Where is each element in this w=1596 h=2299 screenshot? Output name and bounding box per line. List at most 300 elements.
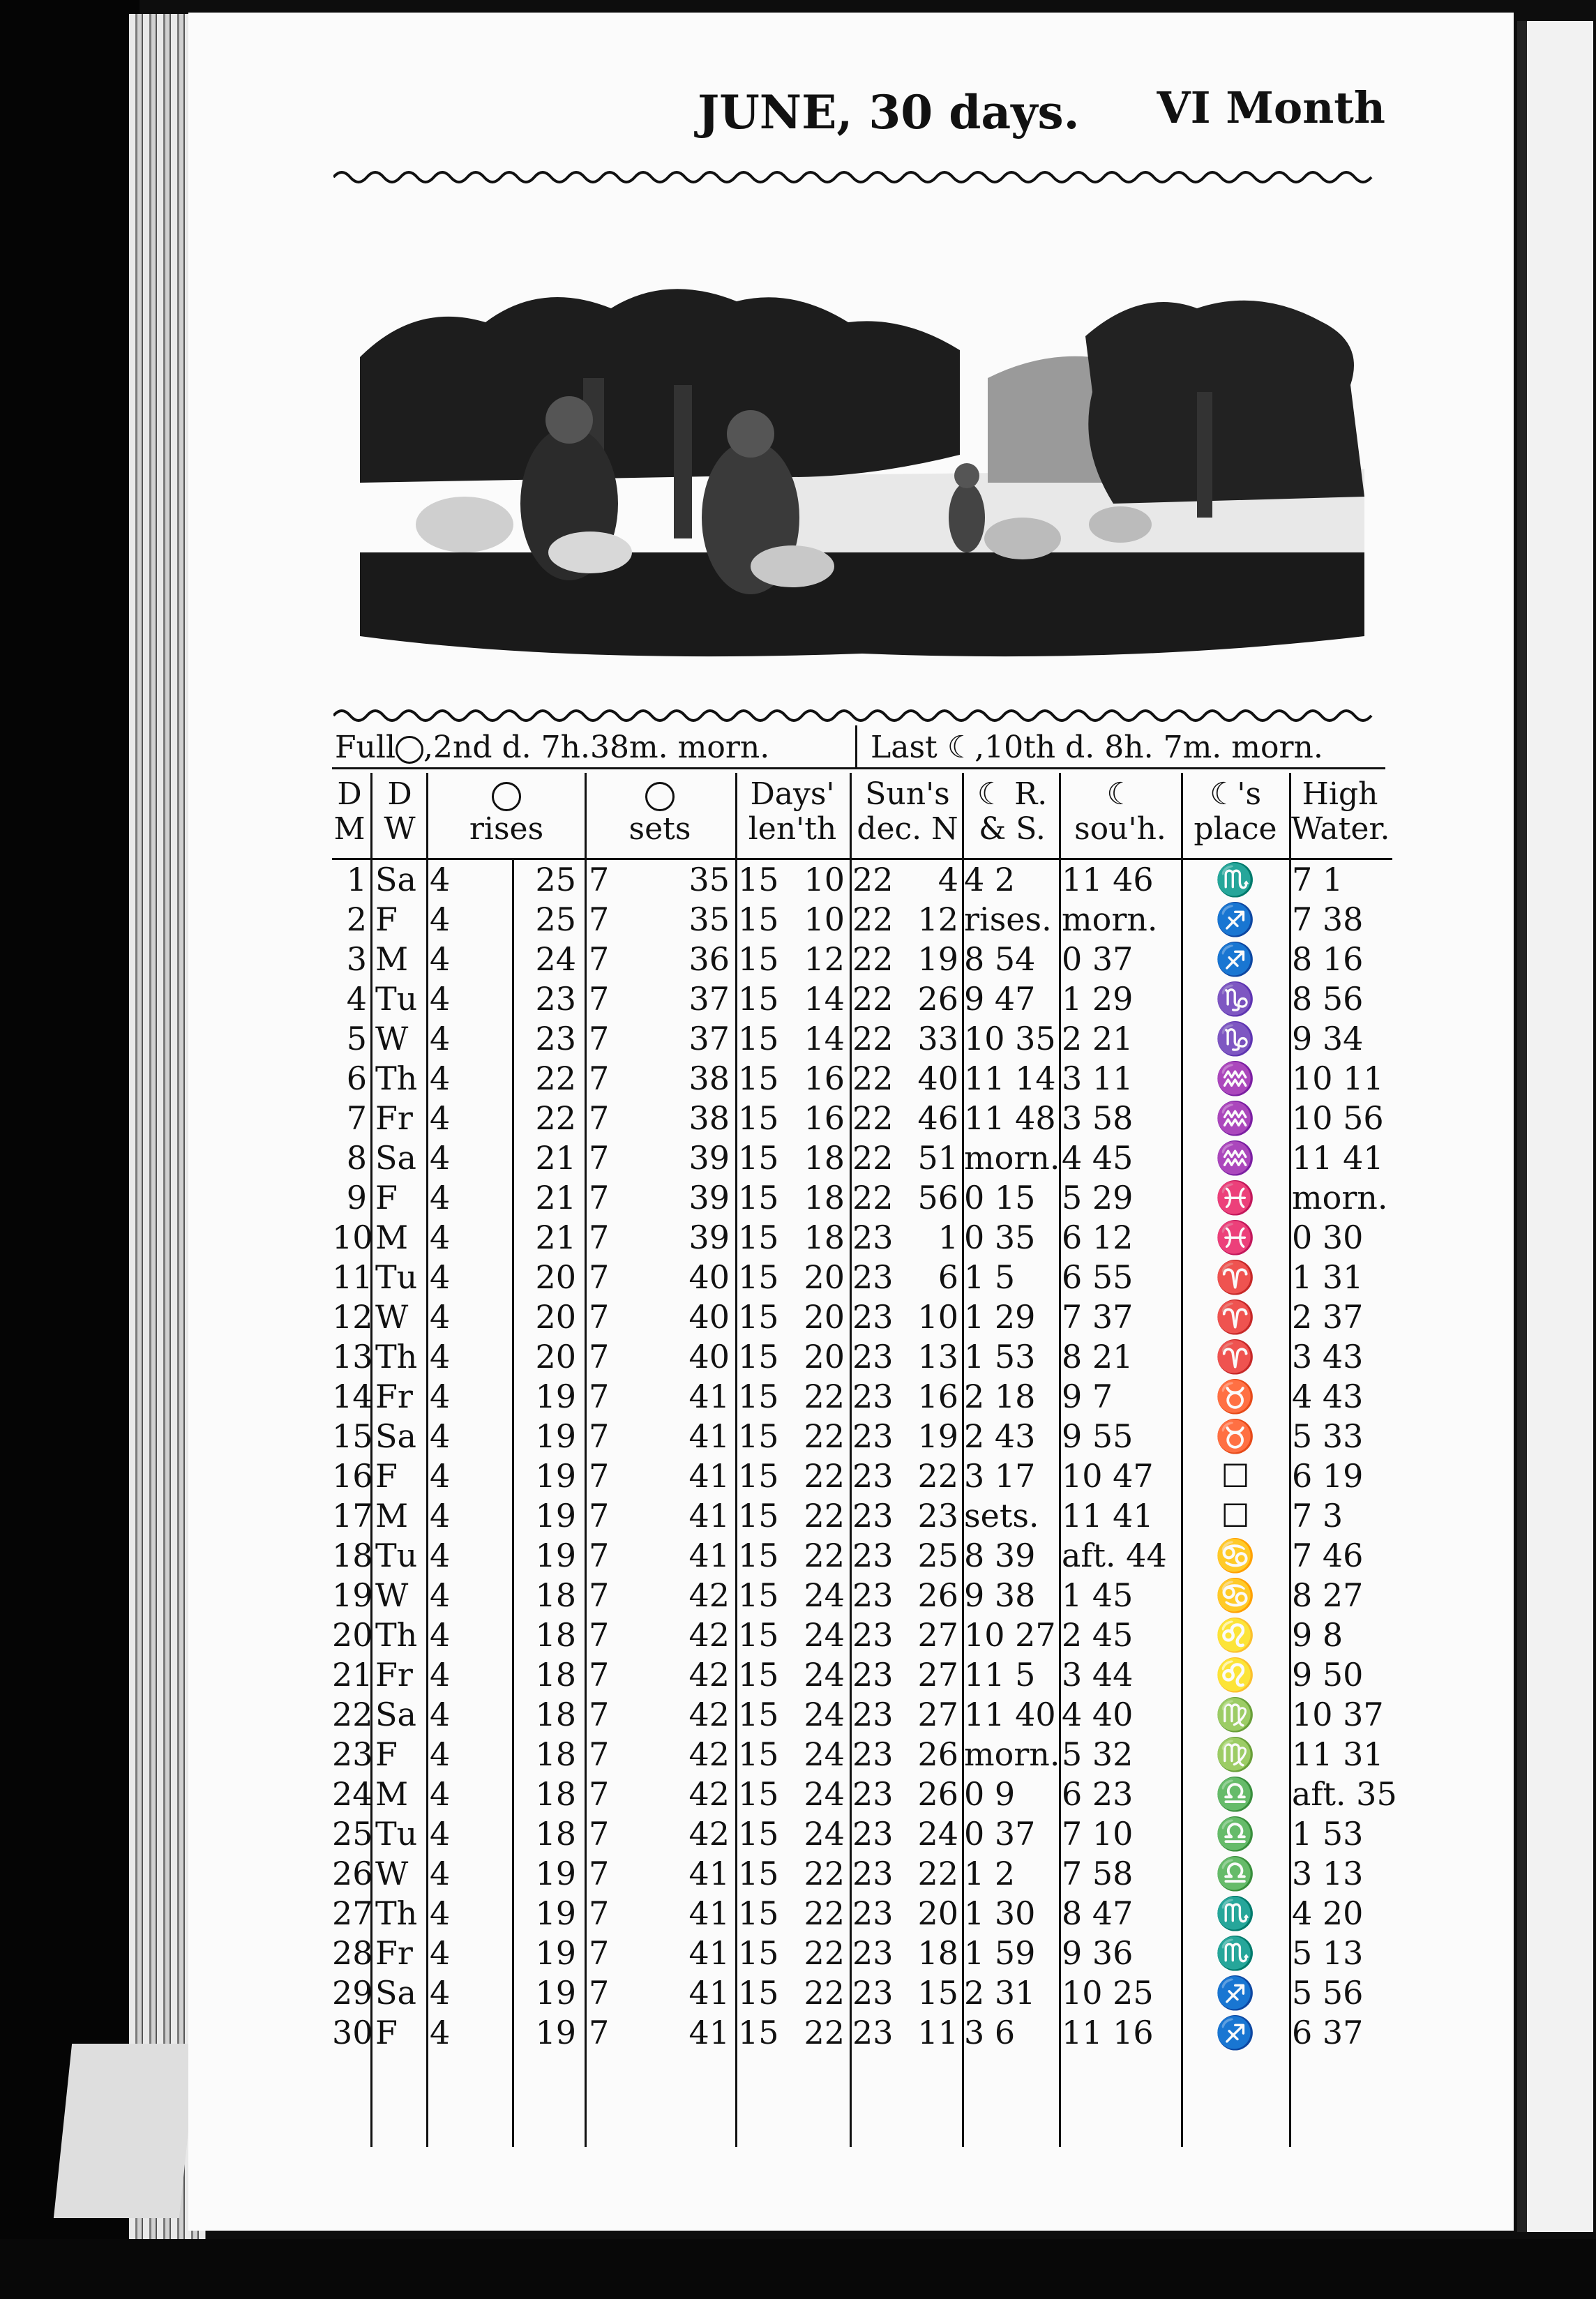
moon-rise-set-cell: 1 53 (964, 1338, 1036, 1375)
col-moon-rises-sets: ☾ R. & S. (977, 776, 1048, 847)
sunset-hour-cell: 7 (589, 1775, 610, 1813)
moon-rise-set-cell: 9 47 (964, 980, 1036, 1018)
moon-rise-set-cell: 0 35 (964, 1219, 1036, 1256)
high-water-cell: 5 13 (1292, 1934, 1364, 1972)
day-length-minutes-cell: 18 (804, 1179, 845, 1216)
sunset-hour-cell: 7 (589, 1020, 610, 1057)
moon-place-cell: ♈ (1215, 1338, 1256, 1375)
day-of-week-cell: F (375, 1735, 398, 1773)
day-length-minutes-cell: 22 (804, 1378, 845, 1415)
moon-rise-set-cell: 0 37 (964, 1815, 1036, 1853)
moon-south-cell: 7 10 (1062, 1815, 1134, 1853)
high-water-cell: morn. (1292, 1179, 1388, 1216)
sun-dec-degrees-cell: 22 (852, 980, 894, 1018)
high-water-cell: 10 11 (1292, 1060, 1384, 1097)
moon-place-cell: ♏ (1215, 861, 1256, 898)
high-water-cell: 8 16 (1292, 940, 1364, 978)
sun-dec-degrees-cell: 23 (852, 1855, 894, 1892)
moon-rise-set-cell: 11 48 (964, 1099, 1056, 1137)
moon-place-cell: ♐ (1215, 900, 1256, 938)
sun-dec-degrees-cell: 22 (852, 1139, 894, 1177)
sun-icon (492, 782, 521, 811)
moon-south-cell: 9 7 (1062, 1378, 1113, 1415)
day-of-week-cell: Fr (375, 1378, 413, 1415)
table-row (332, 1337, 1392, 1377)
day-of-month-cell: 19 (332, 1576, 373, 1614)
sunrise-minute-cell: 21 (535, 1219, 576, 1256)
day-length-minutes-cell: 16 (804, 1060, 845, 1097)
moon-place-cell: ♓ (1215, 1219, 1256, 1256)
sunset-hour-cell: 7 (589, 1139, 610, 1177)
sunrise-minute-cell: 19 (535, 1457, 576, 1495)
day-length-hours-cell: 15 (738, 1139, 779, 1177)
sun-dec-degrees-cell: 23 (852, 1775, 894, 1813)
sunset-minute-cell: 37 (688, 1020, 730, 1057)
day-of-month-cell: 23 (332, 1735, 373, 1773)
moon-place-cell: ♐ (1215, 1974, 1256, 2012)
high-water-cell: 10 37 (1292, 1696, 1384, 1733)
sun-dec-minutes-cell: 22 (917, 1855, 958, 1892)
sunrise-hour-cell: 4 (430, 861, 451, 898)
day-of-week-cell: Sa (375, 1974, 416, 2012)
moon-place-cell: ♒ (1215, 1099, 1256, 1137)
day-length-hours-cell: 15 (738, 1855, 779, 1892)
table-row (332, 1615, 1392, 1655)
moon-south-cell: aft. 44 (1062, 1537, 1167, 1574)
moon-south-cell: 6 55 (1062, 1258, 1134, 1296)
day-length-hours-cell: 15 (738, 1696, 779, 1733)
moon-phases-line (332, 725, 1385, 769)
moon-place-cell: ♋ (1215, 1537, 1256, 1574)
day-length-minutes-cell: 24 (804, 1775, 845, 1813)
high-water-cell: 9 34 (1292, 1020, 1364, 1057)
sunset-hour-cell: 7 (589, 1179, 610, 1216)
moon-place-cell: ♉ (1215, 1378, 1256, 1415)
sun-dec-degrees-cell: 23 (852, 1974, 894, 2012)
sunrise-minute-cell: 18 (535, 1656, 576, 1694)
day-length-minutes-cell: 12 (804, 940, 845, 978)
day-of-week-cell: Tu (375, 1258, 418, 1296)
day-of-month-cell: 27 (332, 1894, 373, 1932)
high-water-cell: 6 19 (1292, 1457, 1364, 1495)
high-water-cell: 11 31 (1292, 1735, 1384, 1773)
col-moon-place: ☾'s place (1194, 776, 1277, 847)
sun-dec-minutes-cell: 22 (917, 1457, 958, 1495)
sunrise-hour-cell: 4 (430, 1537, 451, 1574)
sunset-minute-cell: 36 (688, 940, 730, 978)
day-length-minutes-cell: 20 (804, 1258, 845, 1296)
sunrise-hour-cell: 4 (430, 1099, 451, 1137)
day-length-hours-cell: 15 (738, 1338, 779, 1375)
sunrise-hour-cell: 4 (430, 1338, 451, 1375)
sun-dec-minutes-cell: 23 (917, 1497, 958, 1535)
day-length-minutes-cell: 24 (804, 1616, 845, 1654)
moon-rise-set-cell: 11 14 (964, 1060, 1056, 1097)
pastoral-scene-engraving (360, 273, 1364, 664)
day-of-month-cell: 2 (346, 900, 367, 938)
table-row (332, 1854, 1392, 1894)
day-of-week-cell: W (375, 1855, 409, 1892)
sun-dec-minutes-cell: 19 (917, 940, 958, 978)
moon-south-cell: 5 29 (1062, 1179, 1134, 1216)
sunrise-minute-cell: 24 (535, 940, 576, 978)
table-row (332, 900, 1392, 940)
moon-south-cell: 9 55 (1062, 1417, 1134, 1455)
sunrise-hour-cell: 4 (430, 1258, 451, 1296)
day-length-minutes-cell: 24 (804, 1656, 845, 1694)
moon-south-cell: 11 41 (1062, 1497, 1154, 1535)
sunset-hour-cell: 7 (589, 1656, 610, 1694)
sun-dec-minutes-cell: 46 (917, 1099, 958, 1137)
day-of-month-cell: 9 (346, 1179, 367, 1216)
sun-dec-degrees-cell: 22 (852, 1179, 894, 1216)
day-of-week-cell: Sa (375, 1139, 416, 1177)
scan-background-bottom (0, 2239, 1596, 2299)
moon-rise-set-cell: 1 29 (964, 1298, 1036, 1336)
moon-rise-set-cell: rises. (964, 900, 1052, 938)
sunrise-minute-cell: 18 (535, 1576, 576, 1614)
moon-place-cell: ♌ (1215, 1656, 1256, 1694)
day-of-week-cell: Sa (375, 1417, 416, 1455)
day-of-week-cell: Tu (375, 1815, 418, 1853)
sun-dec-minutes-cell: 1 (938, 1219, 958, 1256)
sunrise-hour-cell: 4 (430, 1974, 451, 2012)
sunrise-minute-cell: 25 (535, 900, 576, 938)
moon-south-cell: 11 46 (1062, 861, 1154, 898)
sun-dec-degrees-cell: 22 (852, 861, 894, 898)
sunset-minute-cell: 41 (688, 1497, 730, 1535)
sunrise-hour-cell: 4 (430, 1656, 451, 1694)
col-sun-rises (430, 777, 583, 847)
sunset-minute-cell: 41 (688, 1934, 730, 1972)
sunrise-hour-cell: 4 (430, 1020, 451, 1057)
day-length-minutes-cell: 22 (804, 1855, 845, 1892)
sun-dec-minutes-cell: 26 (917, 1735, 958, 1773)
high-water-cell: 5 33 (1292, 1417, 1364, 1455)
sunset-minute-cell: 40 (688, 1298, 730, 1336)
moon-south-cell: 10 25 (1062, 1974, 1154, 2012)
table-row (332, 1099, 1392, 1138)
facing-page-edge (1517, 21, 1593, 2232)
day-length-hours-cell: 15 (738, 1258, 779, 1296)
sunrise-hour-cell: 4 (430, 1735, 451, 1773)
day-of-month-cell: 10 (332, 1219, 373, 1256)
sunset-minute-cell: 41 (688, 2014, 730, 2051)
moon-place-cell: ♈ (1215, 1298, 1256, 1336)
day-of-week-cell: Tu (375, 980, 418, 1018)
sunset-minute-cell: 39 (688, 1179, 730, 1216)
moon-place-cell: ♏ (1215, 1934, 1256, 1972)
sunset-hour-cell: 7 (589, 1815, 610, 1853)
sun-dec-degrees-cell: 23 (852, 1457, 894, 1495)
sun-dec-degrees-cell: 23 (852, 1894, 894, 1932)
moon-rise-set-cell: 3 6 (964, 2014, 1016, 2051)
table-row (332, 1934, 1392, 1973)
sunrise-minute-cell: 22 (535, 1060, 576, 1097)
sun-dec-degrees-cell: 23 (852, 1576, 894, 1614)
day-length-minutes-cell: 18 (804, 1139, 845, 1177)
sunrise-hour-cell: 4 (430, 940, 451, 978)
sun-dec-degrees-cell: 23 (852, 2014, 894, 2051)
moon-rise-set-cell: 10 27 (964, 1616, 1056, 1654)
moon-south-cell: 11 16 (1062, 2014, 1154, 2051)
day-of-month-cell: 1 (346, 861, 367, 898)
day-of-week-cell: W (375, 1576, 409, 1614)
table-row (332, 860, 1392, 900)
column-rule (1181, 773, 1183, 858)
sunset-hour-cell: 7 (589, 2014, 610, 2051)
day-length-minutes-cell: 10 (804, 861, 845, 898)
table-row (332, 1814, 1392, 1854)
day-of-week-cell: Tu (375, 1537, 418, 1574)
day-length-hours-cell: 15 (738, 1616, 779, 1654)
sunset-minute-cell: 41 (688, 1894, 730, 1932)
table-row (332, 1973, 1392, 2013)
day-of-month-cell: 16 (332, 1457, 373, 1495)
table-row (332, 979, 1392, 1019)
sunrise-hour-cell: 4 (430, 1616, 451, 1654)
high-water-cell: 4 43 (1292, 1378, 1364, 1415)
scan-background (0, 0, 140, 2299)
sun-dec-minutes-cell: 26 (917, 980, 958, 1018)
sunrise-minute-cell: 19 (535, 1934, 576, 1972)
high-water-cell: 11 41 (1292, 1139, 1384, 1177)
col-day-of-week: D W (384, 776, 416, 847)
col-sun-sets-label: sets (628, 811, 691, 847)
day-length-hours-cell: 15 (738, 1457, 779, 1495)
col-day-of-month: D M (333, 776, 366, 847)
moon-rise-set-cell: 2 43 (964, 1417, 1036, 1455)
day-of-month-cell: 14 (332, 1378, 373, 1415)
day-of-month-cell: 22 (332, 1696, 373, 1733)
sunrise-hour-cell: 4 (430, 1378, 451, 1415)
sunrise-minute-cell: 21 (535, 1179, 576, 1216)
sunrise-minute-cell: 19 (535, 1855, 576, 1892)
col-sun-rises-label: rises (469, 811, 544, 847)
moon-south-cell: 0 37 (1062, 940, 1134, 978)
sunset-minute-cell: 39 (688, 1139, 730, 1177)
sunrise-hour-cell: 4 (430, 1417, 451, 1455)
sunrise-hour-cell: 4 (430, 1894, 451, 1932)
sunset-hour-cell: 7 (589, 1537, 610, 1574)
table-header (332, 773, 1392, 860)
day-of-week-cell: M (375, 1775, 409, 1813)
high-water-cell: 5 56 (1292, 1974, 1364, 2012)
day-length-minutes-cell: 20 (804, 1338, 845, 1375)
moon-rise-set-cell: 0 9 (964, 1775, 1016, 1813)
moon-south-cell: 8 47 (1062, 1894, 1134, 1932)
table-row (332, 1735, 1392, 1774)
day-of-month-cell: 20 (332, 1616, 373, 1654)
sun-dec-minutes-cell: 25 (917, 1537, 958, 1574)
sunrise-hour-cell: 4 (430, 1696, 451, 1733)
day-of-month-cell: 3 (346, 940, 367, 978)
day-length-minutes-cell: 24 (804, 1696, 845, 1733)
moon-place-cell: ♌ (1215, 1616, 1256, 1654)
day-of-month-cell: 13 (332, 1338, 373, 1375)
sun-dec-degrees-cell: 22 (852, 940, 894, 978)
sun-dec-degrees-cell: 23 (852, 1815, 894, 1853)
table-row (332, 1536, 1392, 1576)
day-length-hours-cell: 15 (738, 1219, 779, 1256)
moon-south-cell: 4 40 (1062, 1696, 1134, 1733)
sunset-minute-cell: 39 (688, 1219, 730, 1256)
col-moon-south: ☾ sou'h. (1074, 776, 1166, 847)
day-length-hours-cell: 15 (738, 1576, 779, 1614)
almanac-table (332, 773, 1397, 2147)
day-of-week-cell: Th (375, 1616, 418, 1654)
moon-rise-set-cell: 8 54 (964, 940, 1036, 978)
high-water-cell: 7 3 (1292, 1497, 1343, 1535)
moon-rise-set-cell: 11 40 (964, 1696, 1056, 1733)
table-row (332, 940, 1392, 979)
day-of-month-cell: 5 (346, 1020, 367, 1057)
day-of-month-cell: 30 (332, 2014, 373, 2051)
sunset-hour-cell: 7 (589, 1974, 610, 2012)
day-of-week-cell: W (375, 1298, 409, 1336)
column-rule (1059, 773, 1061, 858)
sun-dec-degrees-cell: 23 (852, 1934, 894, 1972)
sunset-minute-cell: 35 (688, 900, 730, 938)
sunset-minute-cell: 41 (688, 1457, 730, 1495)
sunrise-hour-cell: 4 (430, 1457, 451, 1495)
moon-south-cell: morn. (1062, 900, 1158, 938)
moon-place-cell: ☐ (1221, 1497, 1250, 1535)
sunset-minute-cell: 38 (688, 1060, 730, 1097)
day-length-hours-cell: 15 (738, 980, 779, 1018)
high-water-cell: 8 27 (1292, 1576, 1364, 1614)
sunrise-minute-cell: 23 (535, 1020, 576, 1057)
sunrise-minute-cell: 20 (535, 1298, 576, 1336)
day-of-month-cell: 8 (346, 1139, 367, 1177)
day-of-month-cell: 18 (332, 1537, 373, 1574)
day-length-minutes-cell: 22 (804, 1894, 845, 1932)
sun-dec-degrees-cell: 22 (852, 1020, 894, 1057)
moon-rise-set-cell: 0 15 (964, 1179, 1036, 1216)
sun-dec-minutes-cell: 27 (917, 1616, 958, 1654)
moon-place-cell: ♑ (1215, 1020, 1256, 1057)
table-row (332, 1059, 1392, 1099)
sunrise-hour-cell: 4 (430, 1855, 451, 1892)
day-length-minutes-cell: 24 (804, 1576, 845, 1614)
sunrise-minute-cell: 19 (535, 1894, 576, 1932)
high-water-cell: 1 53 (1292, 1815, 1364, 1853)
sun-dec-degrees-cell: 22 (852, 900, 894, 938)
sunrise-hour-cell: 4 (430, 980, 451, 1018)
moon-rise-set-cell: 10 35 (964, 1020, 1056, 1057)
day-length-minutes-cell: 24 (804, 1815, 845, 1853)
sunrise-minute-cell: 18 (535, 1815, 576, 1853)
day-of-week-cell: Th (375, 1060, 418, 1097)
sunrise-hour-cell: 4 (430, 1298, 451, 1336)
sunset-minute-cell: 42 (688, 1775, 730, 1813)
column-rule (1289, 773, 1291, 858)
moon-rise-set-cell: 3 17 (964, 1457, 1036, 1495)
table-row (332, 1019, 1392, 1059)
table-row (332, 1774, 1397, 1814)
sunset-minute-cell: 42 (688, 1656, 730, 1694)
day-length-hours-cell: 15 (738, 1099, 779, 1137)
table-row (332, 1496, 1392, 1536)
day-length-minutes-cell: 22 (804, 1417, 845, 1455)
day-of-week-cell: Th (375, 1338, 418, 1375)
sunset-minute-cell: 42 (688, 1576, 730, 1614)
sunrise-minute-cell: 19 (535, 1378, 576, 1415)
table-row (332, 1695, 1392, 1735)
col-sun-declination: Sun's dec. N (857, 776, 958, 847)
day-length-hours-cell: 15 (738, 1417, 779, 1455)
day-of-month-cell: 11 (332, 1258, 373, 1296)
moon-place-cell: ♎ (1215, 1855, 1256, 1892)
sunrise-minute-cell: 21 (535, 1139, 576, 1177)
table-row (332, 1655, 1392, 1695)
sunset-hour-cell: 7 (589, 1060, 610, 1097)
sunrise-hour-cell: 4 (430, 1934, 451, 1972)
table-row (332, 1218, 1392, 1258)
sun-dec-degrees-cell: 22 (852, 1060, 894, 1097)
sunrise-minute-cell: 19 (535, 1417, 576, 1455)
sunrise-hour-cell: 4 (430, 900, 451, 938)
table-row (332, 1456, 1392, 1496)
day-length-hours-cell: 15 (738, 1775, 779, 1813)
sunrise-hour-cell: 4 (430, 2014, 451, 2051)
table-row (332, 1576, 1392, 1615)
full-moon-entry (335, 730, 769, 765)
sunset-minute-cell: 40 (688, 1338, 730, 1375)
day-of-month-cell: 21 (332, 1656, 373, 1694)
moon-place-cell: ♒ (1215, 1139, 1256, 1177)
day-of-month-cell: 24 (332, 1775, 373, 1813)
sunset-hour-cell: 7 (589, 1457, 610, 1495)
sun-dec-minutes-cell: 40 (917, 1060, 958, 1097)
moon-place-cell: ♑ (1215, 980, 1256, 1018)
sun-dec-degrees-cell: 23 (852, 1735, 894, 1773)
column-rule (585, 773, 587, 858)
col-sun-sets (587, 777, 733, 847)
moon-rise-set-cell: 4 2 (964, 861, 1016, 898)
sun-icon (645, 782, 675, 811)
day-of-week-cell: Fr (375, 1934, 413, 1972)
sunrise-minute-cell: 19 (535, 1974, 576, 2012)
day-length-hours-cell: 15 (738, 900, 779, 938)
moon-rise-set-cell: morn. (964, 1735, 1060, 1773)
moon-place-cell: ♋ (1215, 1576, 1256, 1614)
moon-south-cell: 3 58 (1062, 1099, 1134, 1137)
sun-dec-minutes-cell: 16 (917, 1378, 958, 1415)
moon-south-cell: 5 32 (1062, 1735, 1134, 1773)
sunset-hour-cell: 7 (589, 1855, 610, 1892)
day-length-hours-cell: 15 (738, 1974, 779, 2012)
sunrise-hour-cell: 4 (430, 1139, 451, 1177)
day-of-month-cell: 25 (332, 1815, 373, 1853)
sun-dec-minutes-cell: 6 (938, 1258, 958, 1296)
moon-south-cell: 7 58 (1062, 1855, 1134, 1892)
sun-dec-degrees-cell: 23 (852, 1258, 894, 1296)
day-length-hours-cell: 15 (738, 1378, 779, 1415)
day-of-week-cell: F (375, 1457, 398, 1495)
sunset-hour-cell: 7 (589, 1219, 610, 1256)
high-water-cell: 1 31 (1292, 1258, 1364, 1296)
day-length-hours-cell: 15 (738, 1179, 779, 1216)
day-length-minutes-cell: 10 (804, 900, 845, 938)
sun-dec-minutes-cell: 12 (917, 900, 958, 938)
moon-rise-set-cell: 2 18 (964, 1378, 1036, 1415)
sun-dec-degrees-cell: 23 (852, 1378, 894, 1415)
day-length-minutes-cell: 18 (804, 1219, 845, 1256)
sun-dec-degrees-cell: 23 (852, 1497, 894, 1535)
sunrise-minute-cell: 20 (535, 1338, 576, 1375)
sun-dec-minutes-cell: 13 (917, 1338, 958, 1375)
